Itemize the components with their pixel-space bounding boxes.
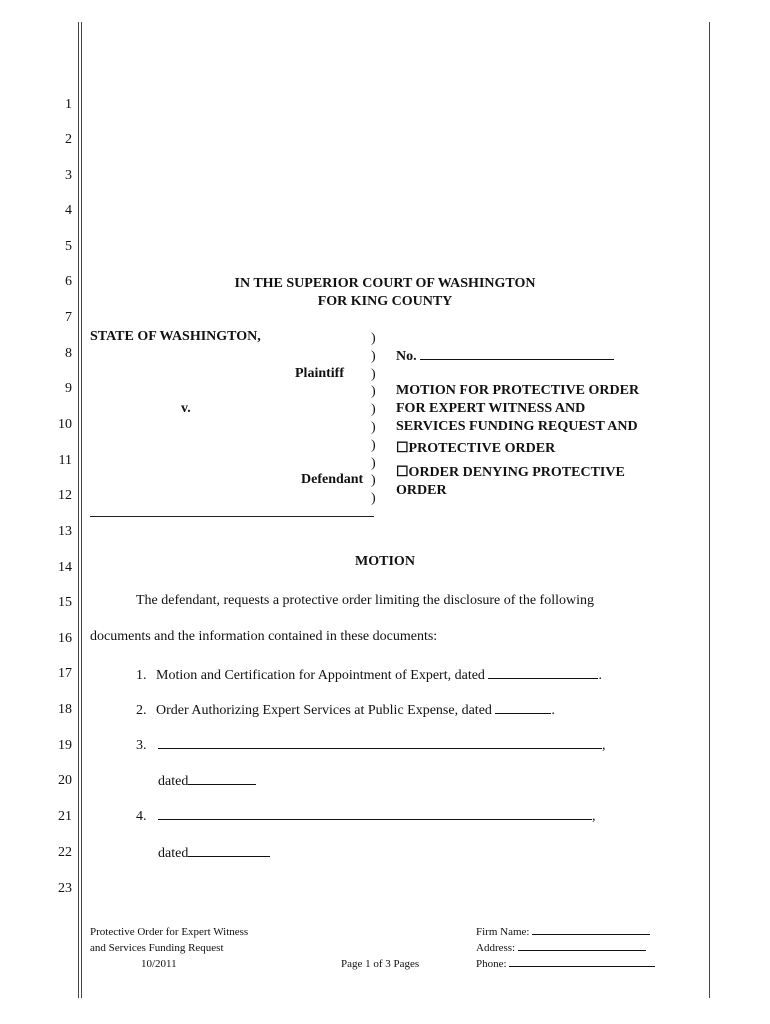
paren: ) [371,366,376,382]
list-item-1 [136,665,602,684]
list-item-4 [136,806,596,825]
line-number: 20 [58,773,72,788]
motion-title-line: SERVICES FUNDING REQUEST AND [396,419,638,434]
footer-form-date: 10/2011 [141,958,177,970]
versus: v. [181,401,191,416]
list-item-3 [136,735,606,754]
paren: ) [371,402,376,418]
dated-label: dated [158,846,189,861]
order-denying-line: ☐ORDER DENYING PROTECTIVE [396,465,625,480]
item-number: 4. [136,809,147,824]
list-item-4-dated [158,843,270,862]
line-number: 4 [65,203,72,218]
intro-text-2: documents and the information contained in these documents: [90,629,438,644]
item-end: , [592,809,596,824]
case-number [396,346,614,366]
caption-parentheses [371,330,376,508]
paren: ) [371,331,376,346]
item-text: Motion and Certification for Appointment of Expert, dated [156,668,485,683]
line-number: 14 [58,560,72,575]
footer-title-line: Protective Order for Expert Witness [90,926,249,938]
item-text: Order Authorizing Expert Services at Public Expense, dated [156,703,492,718]
paren: ) [371,419,376,435]
line-number: 2 [65,132,72,147]
protective-order-checkbox[interactable]: ☐PROTECTIVE ORDER [396,441,556,456]
item-end: , [602,738,606,753]
item-number: 3. [136,738,147,753]
order-denying-line: ORDER [396,483,447,498]
firm-name-label: Firm Name: [476,926,530,938]
address-row [476,940,655,956]
address-label: Address: [476,942,516,954]
line-number: 22 [58,845,72,860]
motion-title-line: MOTION FOR PROTECTIVE ORDER [396,383,640,398]
line-number: 12 [58,488,72,503]
list-item-2 [136,700,555,719]
line-number: 9 [65,381,72,396]
line-number: 13 [58,524,72,539]
line-number: 10 [58,417,72,432]
phone-field[interactable] [509,956,655,967]
firm-name-row [476,924,655,940]
line-number: 21 [58,809,72,824]
paren: ) [371,348,376,364]
phone-row [476,956,655,972]
line-number: 16 [58,631,72,646]
plaintiff-role: Plaintiff [295,366,344,381]
paren: ) [371,491,376,507]
right-margin-rule [709,22,710,998]
firm-name-field[interactable] [532,924,650,935]
line-number: 17 [58,666,72,681]
item-end: . [551,703,555,718]
line-number: 7 [65,310,72,325]
item-number: 2. [136,703,147,718]
item4-date-field[interactable] [188,843,270,857]
paren: ) [371,437,376,453]
line-number: 1 [65,97,72,112]
intro-text-1: The defendant, requests a protective order limiting the disclosure of the following [136,593,594,608]
line-number: 6 [65,274,72,289]
left-margin-rule-outer [78,22,79,998]
case-number-label: No. [396,349,417,364]
paren: ) [371,384,376,400]
list-item-3-dated [158,771,256,790]
order-denying-checkbox[interactable] [396,464,625,500]
paren: ) [371,455,376,471]
plaintiff-name: STATE OF WASHINGTON, [90,329,261,344]
line-number: 5 [65,239,72,254]
item4-document-field[interactable] [158,806,592,820]
item1-date-field[interactable] [488,665,598,679]
motion-title [396,382,639,436]
court-name: IN THE SUPERIOR COURT OF WASHINGTON [234,276,536,291]
footer-page-number: Page 1 of 3 Pages [341,958,420,970]
dated-label: dated [158,774,189,789]
footer-title-line: and Services Funding Request [90,942,224,954]
line-number: 18 [58,702,72,717]
line-number: 3 [65,168,72,183]
phone-label: Phone: [476,958,507,970]
footer-form-title [90,924,248,956]
left-margin-rule-inner [81,22,82,998]
address-field[interactable] [518,940,646,951]
line-number: 15 [58,595,72,610]
defendant-role: Defendant [301,472,364,487]
case-number-field[interactable] [420,346,614,360]
motion-heading: MOTION [355,554,415,569]
line-number: 23 [58,881,72,896]
item-number: 1. [136,668,147,683]
item3-date-field[interactable] [188,771,256,785]
paren: ) [371,473,376,489]
line-number: 19 [58,738,72,753]
line-number: 11 [58,453,72,468]
motion-title-line: FOR EXPERT WITNESS AND [396,401,586,416]
footer-firm-info [476,924,655,972]
item-end: . [598,668,602,683]
item3-document-field[interactable] [158,735,602,749]
line-number: 8 [65,346,72,361]
court-county: FOR KING COUNTY [317,294,453,309]
item2-date-field[interactable] [495,700,551,714]
caption-rule [90,516,374,517]
